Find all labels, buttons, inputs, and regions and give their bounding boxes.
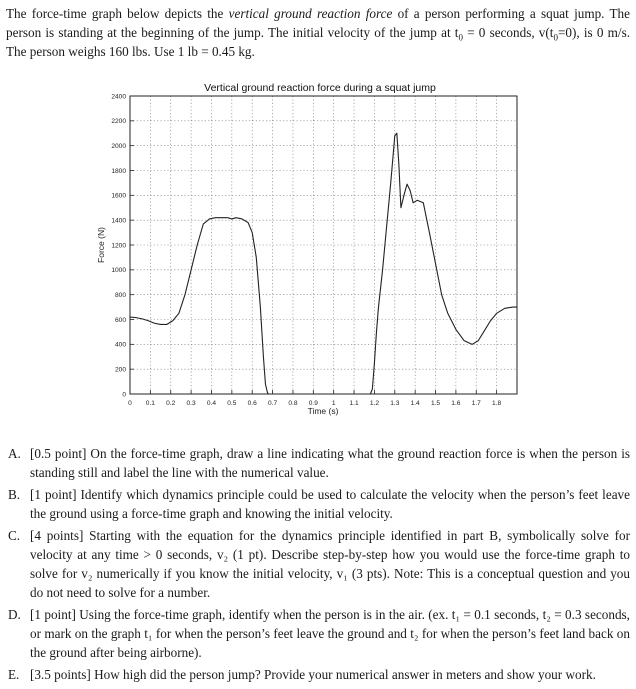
x-tick-label: 0.9 [308, 400, 318, 407]
x-tick-label: 0.7 [267, 400, 278, 407]
x-tick-label: 1.8 [492, 400, 502, 407]
question-letter: D. [8, 607, 21, 622]
intro-text-2: of a person performing a squat jump. The person is standing at the beginning of the jump. The initial velocity of the jump at t [6, 6, 630, 40]
x-tick-label: 1.5 [430, 400, 441, 407]
x-tick-label: 1.1 [349, 400, 359, 407]
x-tick-label: 1.3 [390, 400, 400, 407]
x-tick-label: 0 [128, 400, 132, 407]
grid-lines [130, 96, 517, 394]
question-points: [1 point] [30, 487, 77, 502]
x-tick-label: 1.4 [410, 400, 420, 407]
y-axis-label: Force (N) [96, 227, 106, 263]
question-item [8, 665, 630, 684]
x-tick-label: 0.2 [166, 400, 176, 407]
question-letter: C. [8, 528, 21, 543]
question-list [8, 444, 630, 687]
question-text: Using the force-time graph, identify when the person is in the air. (ex. t₁ = 0.1 seconds, t₂ = 0.3 seconds, or mark on the graph t₁ for when the person’s feet leave the ground and t₂ for when the person’s feet land back on the ground after being airborne). [30, 607, 630, 660]
question-text: How high did the person jump? Provide your numerical answer in meters and show your work. [90, 667, 596, 682]
x-tick-label: 0.5 [227, 400, 237, 407]
x-tick-label: 1.2 [369, 400, 380, 407]
x-tick-label: 0.1 [145, 400, 155, 407]
y-tick-label: 1600 [111, 192, 126, 200]
y-tick-label: 1000 [111, 267, 126, 275]
force-time-chart [0, 76, 636, 436]
question-letter: B. [8, 487, 21, 502]
question-text: Identify which dynamics principle could be used to calculate the velocity when the person’s feet leave the ground using a force-time graph and knowing the initial velocity. [30, 487, 630, 521]
x-tick-label: 1.7 [471, 400, 481, 407]
x-axis-label: Time (s) [307, 406, 339, 416]
question-points: [4 points] [30, 528, 84, 543]
question-text: Starting with the equation for the dynamics principle identified in part B, symbolically solve for velocity at any time > 0 seconds, v₂ (1 pt). Describe step-by-step how you would use the force-time graph to solve for v₂ numerically if you know the initial velocity, v₁ (3 pts). Note: This is a conceptual question and you do not need to solve for a number. [30, 528, 630, 600]
x-tick-label: 0.6 [247, 400, 257, 407]
chart-title: Vertical ground reaction force during a squat jump [204, 82, 436, 94]
y-tick-label: 400 [114, 341, 126, 349]
question-points: [1 point] [30, 607, 76, 622]
x-tick-label: 0.4 [206, 400, 217, 407]
y-tick-label: 1400 [111, 217, 126, 225]
intro-italic-term: vertical ground reaction force [228, 6, 393, 21]
question-points: [0.5 point] [30, 446, 87, 461]
force-time-figure [0, 76, 636, 436]
intro-subscript-0: 0 [458, 32, 463, 43]
intro-subscript-1: 0 [553, 32, 558, 43]
y-tick-label: 1800 [111, 167, 126, 175]
intro-text-3: = 0 seconds, v(t [462, 25, 554, 40]
y-tick-label: 2000 [111, 142, 126, 150]
x-tick-label: 0.8 [288, 400, 298, 407]
question-points: [3.5 points] [30, 667, 91, 682]
axis-ticks [111, 93, 501, 407]
question-item [8, 605, 630, 662]
question-item [8, 485, 630, 523]
intro-text-4: =0), is 0 m/s. The person weighs 160 lbs. Use 1 lb = 0.45 kg. [6, 25, 630, 59]
y-tick-label: 2400 [111, 93, 126, 101]
force-series-line [130, 133, 517, 394]
y-tick-label: 1200 [111, 242, 126, 250]
intro-text-1: The force-time graph below depicts the [6, 6, 229, 21]
question-item [8, 444, 630, 482]
question-text: On the force-time graph, draw a line indicating what the ground reaction force is when the person is standing still and label the line with the numerical value. [30, 446, 630, 480]
y-tick-label: 2200 [111, 118, 126, 126]
x-tick-label: 1.6 [451, 400, 461, 407]
y-tick-label: 0 [122, 391, 126, 399]
x-tick-label: 0.3 [186, 400, 196, 407]
problem-intro [6, 4, 630, 61]
y-tick-label: 600 [114, 316, 126, 324]
question-letter: E. [8, 667, 20, 682]
y-tick-label: 800 [114, 291, 126, 299]
y-tick-label: 200 [114, 366, 126, 374]
x-tick-label: 1 [331, 400, 336, 407]
question-letter: A. [8, 446, 21, 461]
question-item [8, 526, 630, 602]
